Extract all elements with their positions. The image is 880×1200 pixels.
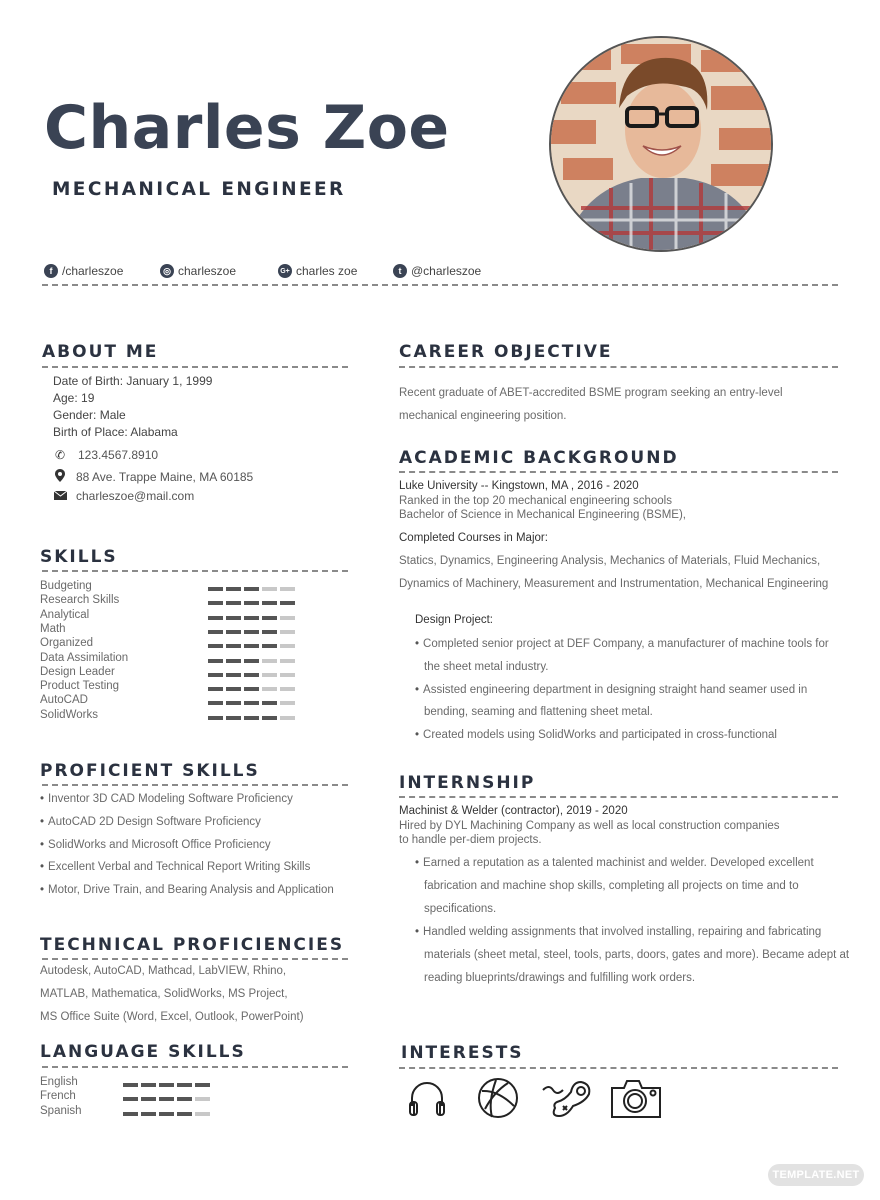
skill-level-bar	[208, 630, 295, 634]
level-segment-filled	[208, 644, 223, 648]
language-label: Spanish	[40, 1104, 82, 1117]
bullet-continuation: materials (sheet metal, steel, tools, parts, doors, gates and more). Became adept at	[424, 948, 850, 961]
skill-label: Analytical	[40, 608, 90, 621]
level-segment-filled	[208, 687, 223, 691]
objective-line: mechanical engineering position.	[399, 410, 567, 422]
bullet-item: • Assisted engineering department in designing straight hand seamer used in	[415, 684, 807, 696]
level-segment-filled	[262, 616, 277, 620]
about-age: Age: 19	[53, 391, 95, 405]
profile-photo	[549, 36, 773, 252]
project-label: Design Project:	[415, 614, 493, 626]
level-segment-filled	[226, 687, 241, 691]
technical-line: MS Office Suite (Word, Excel, Outlook, PowerPoint)	[40, 1011, 304, 1023]
level-segment-filled	[244, 616, 259, 620]
level-segment-filled	[208, 716, 223, 720]
about-birthplace: Birth of Place: Alabama	[53, 425, 178, 439]
interests-divider	[399, 1067, 838, 1069]
phone-value: 123.4567.8910	[78, 448, 159, 462]
contact-phone	[53, 448, 158, 462]
camera-icon	[610, 1078, 662, 1118]
header-divider	[42, 284, 838, 286]
level-segment-filled	[226, 601, 241, 605]
level-segment-filled	[123, 1112, 138, 1116]
objective-heading: CAREER OBJECTIVE	[399, 342, 613, 362]
email-value[interactable]: charleszoe@mail.com	[76, 489, 195, 503]
skill-level-bar	[208, 659, 295, 663]
language-label: French	[40, 1090, 76, 1103]
social-twitter[interactable]	[393, 264, 481, 278]
about-gender: Gender: Male	[53, 408, 126, 422]
language-label: English	[40, 1076, 78, 1088]
internship-heading: INTERNSHIP	[399, 773, 536, 793]
proficient-heading: PROFICIENT SKILLS	[40, 761, 260, 781]
bullet-continuation: bending, seaming and flattening sheet metal.	[424, 706, 653, 719]
skill-label: Math	[40, 622, 66, 635]
level-segment-filled	[226, 630, 241, 634]
level-segment-empty	[280, 587, 295, 591]
level-segment-filled	[141, 1112, 156, 1116]
courses-line: Statics, Dynamics, Engineering Analysis, Mechanics of Materials, Fluid Mechanics,	[399, 555, 821, 567]
courses-line: Dynamics of Machinery, Measurement and Instrumentation, Mechanical Engineering	[399, 578, 829, 590]
level-segment-empty	[262, 673, 277, 677]
language-level-bar	[123, 1097, 210, 1101]
proficient-item: • Excellent Verbal and Technical Report Writing Skills	[40, 861, 310, 873]
academic-rank: Ranked in the top 20 mechanical engineering schools	[399, 495, 672, 507]
skill-label: Data Assimilation	[40, 651, 129, 664]
level-segment-empty	[262, 659, 277, 663]
map-pin-icon	[53, 469, 67, 485]
bullet-item: • Handled welding assignments that involved installing, repairing and fabricating	[415, 926, 821, 938]
skill-level-bar	[208, 587, 295, 591]
level-segment-filled	[141, 1097, 156, 1101]
skill-label: Research Skills	[40, 594, 120, 607]
languages-heading: LANGUAGE SKILLS	[40, 1042, 246, 1062]
social-facebook-label: /charleszoe	[62, 264, 124, 278]
level-segment-filled	[244, 644, 259, 648]
address-value: 88 Ave. Trappe Maine, MA 60185	[76, 470, 254, 484]
academic-degree: Bachelor of Science in Mechanical Engineering (BSME),	[399, 509, 687, 521]
level-segment-filled	[123, 1097, 138, 1101]
level-segment-filled	[226, 616, 241, 620]
level-segment-empty	[280, 687, 295, 691]
level-segment-filled	[280, 601, 295, 605]
level-segment-empty	[280, 644, 295, 648]
skill-level-bar	[208, 701, 295, 705]
level-segment-filled	[177, 1097, 192, 1101]
proficient-item: • Motor, Drive Train, and Bearing Analysis and Application	[40, 884, 334, 896]
level-segment-filled	[226, 673, 241, 677]
social-instagram-label: charleszoe	[178, 264, 237, 278]
skill-level-bar	[208, 687, 295, 691]
level-segment-filled	[195, 1083, 210, 1087]
language-level-bar	[123, 1083, 210, 1087]
level-segment-empty	[280, 673, 295, 677]
social-twitter-label: @charleszoe	[411, 264, 482, 278]
level-segment-empty	[280, 701, 295, 705]
objective-divider	[399, 366, 838, 368]
skill-label: Design Leader	[40, 665, 115, 678]
skills-divider	[42, 570, 348, 572]
about-divider	[42, 366, 348, 368]
languages-divider	[42, 1066, 348, 1068]
gamepad-icon	[541, 1078, 593, 1118]
technical-heading: TECHNICAL PROFICIENCIES	[40, 935, 345, 955]
level-segment-filled	[208, 659, 223, 663]
basketball-icon	[476, 1078, 518, 1118]
social-google-plus-label: charles zoe	[296, 264, 358, 278]
internship-divider	[399, 796, 838, 798]
level-segment-filled	[262, 716, 277, 720]
portrait-illustration	[551, 38, 773, 252]
level-segment-filled	[159, 1112, 174, 1116]
technical-divider	[42, 958, 348, 960]
level-segment-filled	[159, 1097, 174, 1101]
level-segment-filled	[244, 630, 259, 634]
technical-line: MATLAB, Mathematica, SolidWorks, MS Project,	[40, 988, 288, 1000]
academic-heading: ACADEMIC BACKGROUND	[399, 448, 679, 468]
contact-address	[53, 469, 253, 485]
google-plus-icon: G+	[278, 264, 292, 278]
level-segment-empty	[280, 659, 295, 663]
skill-level-bar	[208, 616, 295, 620]
about-dob: Date of Birth: January 1, 1999	[53, 374, 213, 388]
internship-role: Machinist & Welder (contractor), 2019 - 2020	[399, 805, 628, 817]
skill-label: Product Testing	[40, 680, 120, 693]
level-segment-filled	[244, 587, 259, 591]
level-segment-filled	[244, 687, 259, 691]
social-facebook[interactable]	[44, 264, 123, 278]
level-segment-filled	[244, 601, 259, 605]
level-segment-empty	[195, 1097, 210, 1101]
level-segment-filled	[262, 644, 277, 648]
language-level-bar	[123, 1112, 210, 1116]
skill-level-bar	[208, 716, 295, 720]
contact-email	[53, 489, 194, 503]
instagram-icon: ◎	[160, 264, 174, 278]
internship-desc: Hired by DYL Machining Company as well as local construction companies	[399, 820, 780, 832]
skills-heading: SKILLS	[40, 547, 118, 567]
level-segment-filled	[226, 644, 241, 648]
level-segment-filled	[123, 1083, 138, 1087]
level-segment-filled	[208, 616, 223, 620]
level-segment-filled	[208, 673, 223, 677]
level-segment-filled	[177, 1112, 192, 1116]
level-segment-empty	[262, 587, 277, 591]
objective-line: Recent graduate of ABET-accredited BSME program seeking an entry-level	[399, 387, 783, 399]
level-segment-filled	[177, 1083, 192, 1087]
skill-level-bar	[208, 601, 295, 605]
bullet-continuation: the sheet metal industry.	[424, 660, 549, 673]
phone-icon: ✆	[54, 448, 66, 462]
proficient-divider	[42, 784, 348, 786]
facebook-icon: f	[44, 264, 58, 278]
bullet-item: • Earned a reputation as a talented machinist and welder. Developed excellent	[415, 857, 814, 869]
level-segment-filled	[208, 587, 223, 591]
level-segment-filled	[262, 601, 277, 605]
skill-level-bar	[208, 673, 295, 677]
level-segment-empty	[195, 1112, 210, 1116]
courses-label: Completed Courses in Major:	[399, 532, 548, 544]
candidate-name: Charles Zoe	[44, 93, 450, 163]
level-segment-empty	[280, 630, 295, 634]
skill-label: Organized	[40, 637, 94, 650]
academic-divider	[399, 471, 838, 473]
level-segment-filled	[208, 630, 223, 634]
job-title: MECHANICAL ENGINEER	[52, 179, 346, 200]
skill-label: SolidWorks	[40, 708, 98, 721]
skill-level-bar	[208, 644, 295, 648]
internship-desc: to handle per-diem projects.	[399, 834, 542, 846]
level-segment-filled	[244, 659, 259, 663]
level-segment-filled	[244, 716, 259, 720]
template-watermark[interactable]: TEMPLATE.NET	[768, 1164, 864, 1186]
academic-school: Luke University -- Kingstown, MA , 2016 - 2020	[399, 480, 639, 492]
proficient-item: • AutoCAD 2D Design Software Proficiency	[40, 816, 261, 828]
skill-label: AutoCAD	[40, 694, 88, 707]
social-google-plus[interactable]	[278, 264, 357, 278]
level-segment-empty	[280, 716, 295, 720]
twitter-icon: t	[393, 264, 407, 278]
about-heading: ABOUT ME	[42, 342, 159, 362]
level-segment-filled	[208, 701, 223, 705]
level-segment-filled	[262, 630, 277, 634]
level-segment-filled	[244, 673, 259, 677]
proficient-item: • Inventor 3D CAD Modeling Software Proficiency	[40, 793, 293, 805]
social-instagram[interactable]	[160, 264, 236, 278]
level-segment-empty	[280, 616, 295, 620]
technical-line: Autodesk, AutoCAD, Mathcad, LabVIEW, Rhino,	[40, 965, 287, 977]
level-segment-filled	[226, 701, 241, 705]
envelope-icon	[53, 489, 67, 503]
skill-label: Budgeting	[40, 580, 92, 592]
headphones-icon	[406, 1078, 448, 1118]
level-segment-filled	[226, 587, 241, 591]
level-segment-filled	[226, 659, 241, 663]
bullet-continuation: specifications.	[424, 902, 497, 915]
interests-heading: INTERESTS	[401, 1043, 524, 1063]
level-segment-filled	[262, 701, 277, 705]
level-segment-filled	[208, 601, 223, 605]
bullet-continuation: reading blueprints/drawings and fulfilling work orders.	[424, 971, 696, 984]
bullet-continuation: fabrication and machine shop skills, completing all projects on time and to	[424, 879, 799, 892]
level-segment-filled	[244, 701, 259, 705]
level-segment-filled	[141, 1083, 156, 1087]
proficient-item: • SolidWorks and Microsoft Office Proficiency	[40, 839, 271, 851]
bullet-item: • Created models using SolidWorks and participated in cross-functional	[415, 729, 777, 741]
bullet-item: • Completed senior project at DEF Company, a manufacturer of machine tools for	[415, 638, 829, 650]
level-segment-empty	[262, 687, 277, 691]
level-segment-filled	[226, 716, 241, 720]
level-segment-filled	[159, 1083, 174, 1087]
